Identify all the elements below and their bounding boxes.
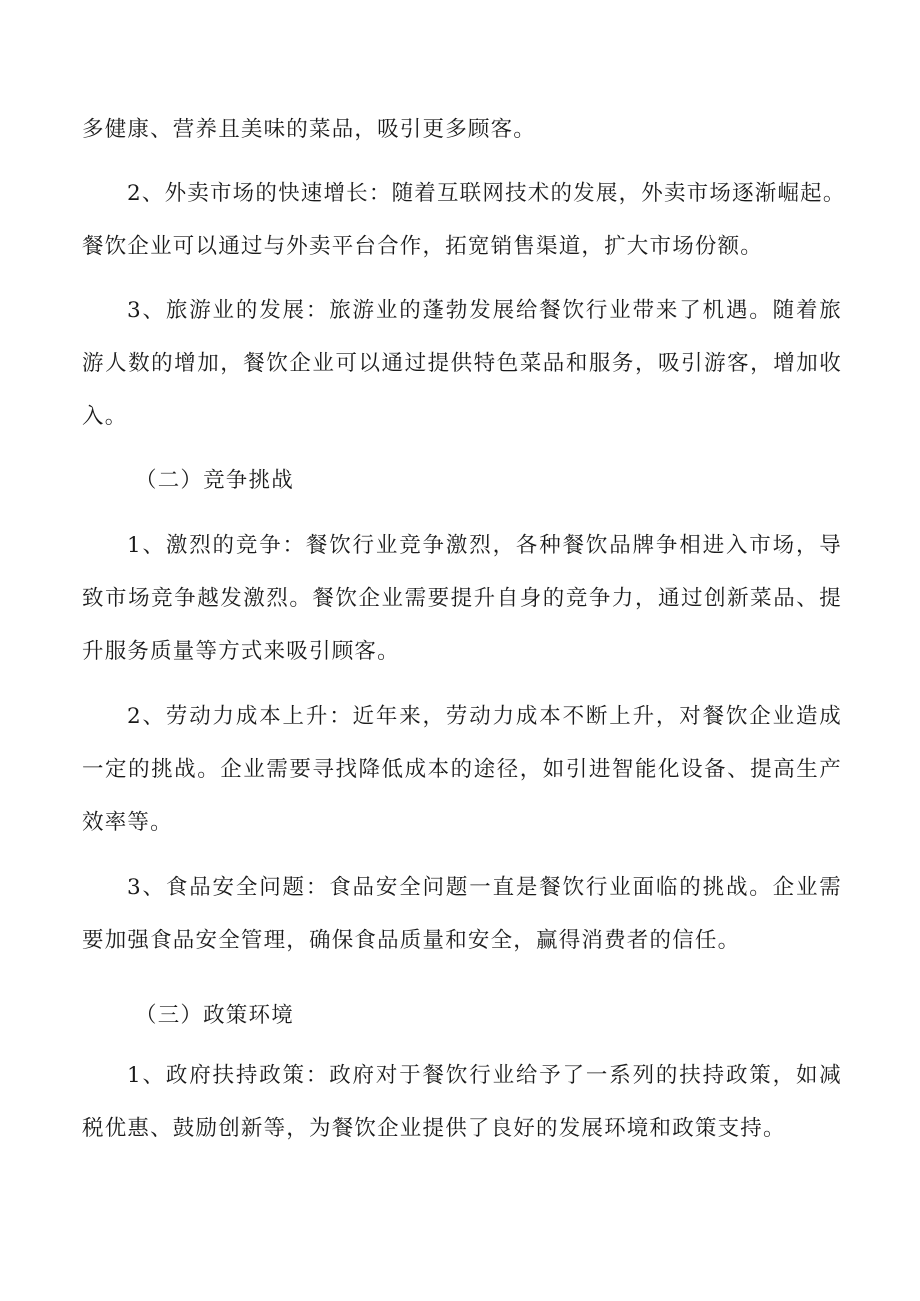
paragraph-line: 入。 — [82, 404, 128, 429]
section-heading: （二）竞争挑战 — [135, 468, 294, 493]
paragraph-line: 3、旅游业的发展：旅游业的蓬勃发展给餐饮行业带来了机遇。随着旅 — [127, 298, 842, 323]
paragraph-line: 税优惠、鼓励创新等，为餐饮企业提供了良好的发展环境和政策支持。 — [82, 1116, 786, 1141]
paragraph-line: 1、激烈的竞争：餐饮行业竞争激烈，各种餐饮品牌争相进入市场，导 — [127, 533, 842, 558]
paragraph-line: 3、食品安全问题：食品安全问题一直是餐饮行业面临的挑战。企业需 — [127, 875, 842, 900]
paragraph-line: 多健康、营养且美味的菜品，吸引更多顾客。 — [82, 117, 537, 142]
paragraph-line: 一定的挑战。企业需要寻找降低成本的途径，如引进智能化设备、提高生产 — [82, 757, 842, 782]
section-heading: （三）政策环境 — [135, 1003, 294, 1028]
paragraph-line: 升服务质量等方式来吸引顾客。 — [82, 639, 400, 664]
paragraph-line: 致市场竞争越发激烈。餐饮企业需要提升自身的竞争力，通过创新菜品、提 — [82, 586, 842, 611]
paragraph-line: 效率等。 — [82, 810, 173, 835]
paragraph-line: 游人数的增加，餐饮企业可以通过提供特色菜品和服务，吸引游客，增加收 — [82, 351, 842, 376]
paragraph-line: 要加强食品安全管理，确保食品质量和安全，赢得消费者的信任。 — [82, 928, 741, 953]
paragraph-line: 餐饮企业可以通过与外卖平台合作，拓宽销售渠道，扩大市场份额。 — [82, 234, 764, 259]
paragraph-line: 2、劳动力成本上升：近年来，劳动力成本不断上升，对餐饮企业造成 — [127, 704, 842, 729]
paragraph-line: 1、政府扶持政策：政府对于餐饮行业给予了一系列的扶持政策，如减 — [127, 1063, 842, 1088]
paragraph-line: 2、外卖市场的快速增长：随着互联网技术的发展，外卖市场逐渐崛起。 — [127, 181, 846, 206]
